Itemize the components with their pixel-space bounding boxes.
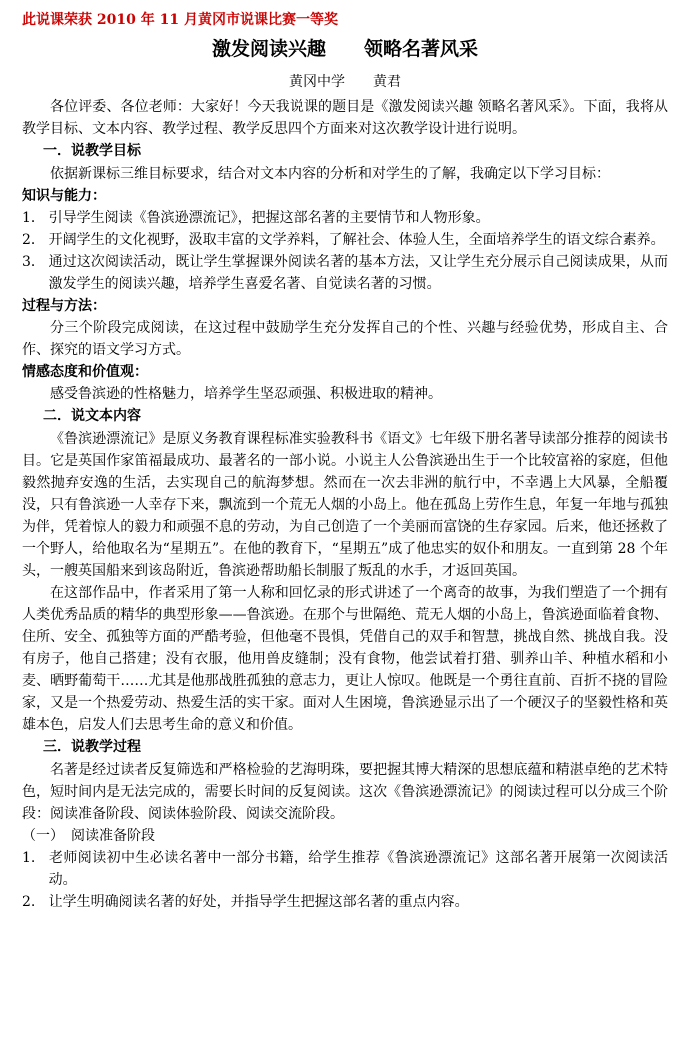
award-note: 此说课荣获 2010 年 11 月黄冈市说课比赛一等奖 (22, 12, 338, 28)
list-item: 2． 开阔学生的文化视野，汲取丰富的文学养料，了解社会、体验人生，全面培养学生的语文综合素养。 (22, 232, 665, 248)
section-heading-goals: 一．说教学目标 (43, 143, 141, 159)
section-heading-text: 二．说文本内容 (43, 408, 141, 424)
author-line: 黄冈中学 黄君 (289, 74, 401, 90)
goals-lead: 依据新课标三维目标要求，结合对文本内容的分析和对学生的了解，我确定以下学习目标： (50, 166, 610, 182)
emotion-paragraph: 感受鲁滨逊的性格魅力，培养学生坚忍顽强、积极进取的精神。 (50, 386, 442, 402)
list-item: 2. 让学生明确阅读名著的好处，并指导学生把握这部名著的重点内容。 (22, 894, 469, 910)
stage-heading: （一） 阅读准备阶段 (22, 828, 155, 844)
text-paragraph-1: 《鲁滨逊漂流记》是原义务教育课程标准实验教科书《语文》七年级下册名著导读部分推荐的阅读书目。它是英国作家笛福最成功、最著名的一部小说。小说主人公鲁滨逊出生于一个比较富裕的家庭，但他毅然抛弃安逸的生活，去实现自己的航海梦想。然而在一次去非洲的航行中，不幸遇上大风暴，全船覆没，只有鲁滨逊一人幸存下来，飘流到一个荒无人烟的小岛上。他在孤岛上劳作生息，年复一年地与孤独为伴，凭着惊人的毅力和顽强不息的劳动，为自己创造了一个美丽而富饶的生存家园。后来，他还拯救了一个野人，给他取名为“星期五”。在他的教育下，“星期五”成了他忠实的奴仆和朋友。一直到第 28 个年头，一艘英国船来到该岛附近，鲁滨逊帮助船长制服了叛乱的水手，才返回英国。 (22, 431, 668, 579)
subheading-process: 过程与方法： (22, 298, 106, 314)
intro-paragraph: 各位评委、各位老师：大家好！今天我说课的题目是《激发阅读兴趣 领略名著风采》。下面，我将从教学目标、文本内容、教学过程、教学反思四个方面来对这次教学设计进行说明。 (22, 99, 668, 137)
subheading-knowledge: 知识与能力： (22, 188, 106, 204)
process-intro-paragraph: 名著是经过读者反复筛选和严格检验的艺海明珠，要把握其博大精深的思想底蕴和精湛卓绝的艺术特色，短时间内是无法完成的，需要长时间的反复阅读。这次《鲁滨逊漂流记》的阅读过程可以分成三个阶段：阅读准备阶段、阅读体验阶段、阅读交流阶段。 (22, 762, 668, 822)
list-item: 1． 引导学生阅读《鲁滨逊漂流记》，把握这部名著的主要情节和人物形象。 (22, 210, 490, 226)
process-paragraph: 分三个阶段完成阅读，在这过程中鼓励学生充分发挥自己的个性、兴趣与经验优势，形成自主、合作、探究的语文学习方式。 (22, 320, 668, 358)
page-title: 激发阅读兴趣 领略名著风采 (211, 38, 478, 60)
text-paragraph-2: 在这部作品中，作者采用了第一人称和回忆录的形式讲述了一个离奇的故事，为我们塑造了一个拥有人类优秀品质的精华的典型形象——鲁滨逊。在那个与世隔绝、荒无人烟的小岛上，鲁滨逊面临着食物、住所、安全、孤独等方面的严酷考验，但他毫不畏惧，凭借自己的双手和智慧，挑战自然、挑战自我。没有房子，他自己搭建；没有衣服，他用兽皮缝制；没有食物，他尝试着打猎、驯养山羊、种植水稻和小麦、晒野葡萄干……尤其是他那战胜孤独的意志力，更让人惊叹。他既是一个勇往直前、百折不挠的冒险家，又是一个热爱劳动、热爱生活的实干家。面对人生困境，鲁滨逊显示出了一个硬汉子的坚毅性格和英雄本色，启发人们去思考生命的意义和价值。 (22, 585, 668, 733)
list-item: 3． 通过这次阅读活动，既让学生掌握课外阅读名著的基本方法，又让学生充分展示自己阅读成果，从而激发学生的阅读兴趣，培养学生喜爱名著、自觉读名著的习惯。 (22, 254, 668, 292)
section-heading-process: 三．说教学过程 (43, 739, 141, 755)
list-item: 1. 老师阅读初中生必读名著中一部分书籍，给学生推荐《鲁滨逊漂流记》这部名著开展第一次阅读活动。 (22, 850, 668, 888)
subheading-emotion: 情感态度和价值观： (22, 364, 148, 380)
